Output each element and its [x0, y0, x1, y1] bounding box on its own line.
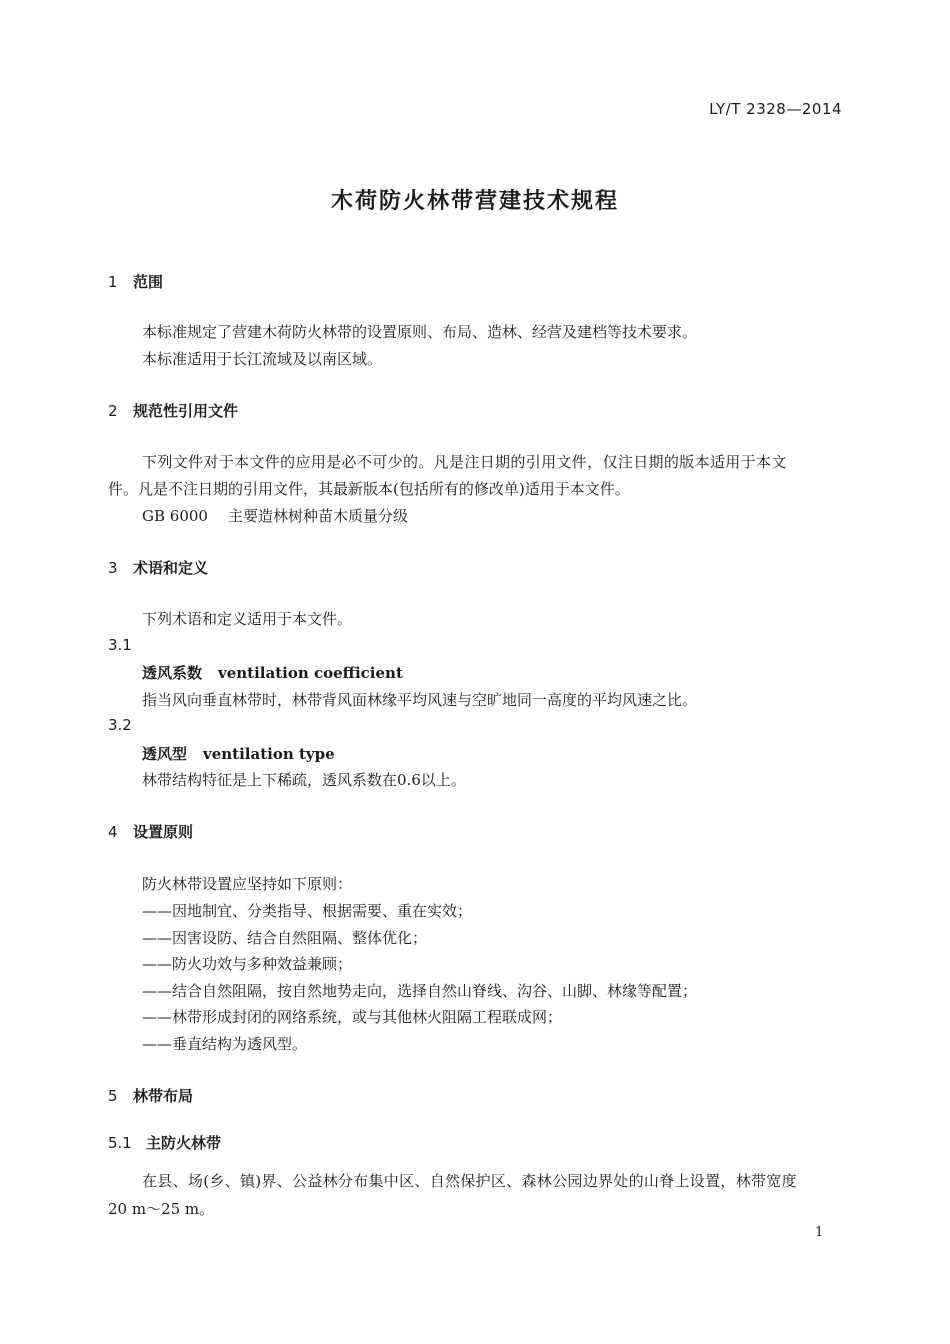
section-5-1-heading — [108, 1132, 221, 1153]
term-3-1-definition: 指当风向垂直林带时，林带背风面林缘平均风速与空旷地同一高度的平均风速之比。 — [142, 691, 698, 709]
normative-reference — [142, 505, 408, 526]
subsection-number: 5.1 — [108, 1134, 132, 1152]
section-4-intro: 防火林带设置应坚持如下原则： — [142, 875, 353, 893]
term-english: ventilation coefficient — [218, 664, 403, 682]
section-1-paragraph-1: 本标准规定了营建木荷防火林带的设置原则、布局、造林、经营及建档等技术要求。 — [142, 323, 698, 341]
section-title: 规范性引用文件 — [133, 402, 239, 420]
document-title: 木荷防火林带营建技术规程 — [330, 189, 619, 214]
section-number: 2 — [108, 402, 118, 420]
section-title: 林带布局 — [133, 1087, 194, 1105]
section-number: 3 — [108, 559, 118, 577]
principle-item: ——因地制宜、分类指导、根据需要、重在实效； — [142, 902, 473, 920]
term-3-1 — [142, 662, 403, 683]
principle-item: ——垂直结构为透风型。 — [142, 1035, 308, 1053]
section-3-paragraph: 下列术语和定义适用于本文件。 — [142, 610, 353, 628]
term-chinese: 透风型 — [142, 745, 188, 763]
section-1-heading — [108, 271, 163, 292]
reference-code: GB 6000 — [142, 507, 208, 525]
principle-item: ——防火功效与多种效益兼顾； — [142, 955, 353, 973]
term-english: ventilation type — [203, 745, 335, 763]
section-1-paragraph-2: 本标准适用于长江流域及以南区域。 — [142, 350, 383, 368]
reference-title: 主要造林树种苗木质量分级 — [227, 507, 408, 525]
principle-item: ——结合自然阻隔，按自然地势走向，选择自然山脊线、沟谷、山脚、林缘等配置； — [142, 982, 698, 1000]
term-3-2-number: 3.2 — [108, 716, 132, 734]
page-number: 1 — [815, 1225, 824, 1240]
term-3-2-definition: 林带结构特征是上下稀疏，透风系数在0.6以上。 — [142, 771, 466, 789]
term-chinese: 透风系数 — [142, 664, 203, 682]
standard-number: LY/T 2328—2014 — [709, 100, 842, 118]
section-3-heading — [108, 557, 208, 578]
section-number: 1 — [108, 273, 118, 291]
section-2-heading — [108, 400, 238, 421]
section-2-paragraph-line-1: 下列文件对于本文件的应用是必不可少的。凡是注日期的引用文件，仅注日期的版本适用于本文 — [142, 453, 787, 471]
section-title: 术语和定义 — [133, 559, 209, 577]
section-title: 范围 — [133, 273, 164, 291]
section-title: 设置原则 — [133, 823, 194, 841]
principle-item: ——因害设防、结合自然阻隔、整体优化； — [142, 929, 428, 947]
term-3-1-number: 3.1 — [108, 636, 132, 654]
section-5-1-line-2: 20 m～25 m。 — [108, 1200, 215, 1218]
principle-item: ——林带形成封闭的网络系统，或与其他林火阻隔工程联成网； — [142, 1008, 563, 1026]
subsection-title: 主防火林带 — [146, 1134, 222, 1152]
section-4-heading — [108, 821, 193, 842]
term-3-2 — [142, 743, 335, 764]
section-number: 5 — [108, 1087, 118, 1105]
section-2-paragraph-line-2: 件。凡是不注日期的引用文件，其最新版本(包括所有的修改单)适用于本文件。 — [108, 480, 630, 498]
section-5-1-line-1: 在县、场(乡、镇)界、公益林分布集中区、自然保护区、森林公园边界处的山脊上设置，林带宽度 — [142, 1172, 797, 1190]
section-5-heading — [108, 1085, 193, 1106]
section-number: 4 — [108, 823, 118, 841]
